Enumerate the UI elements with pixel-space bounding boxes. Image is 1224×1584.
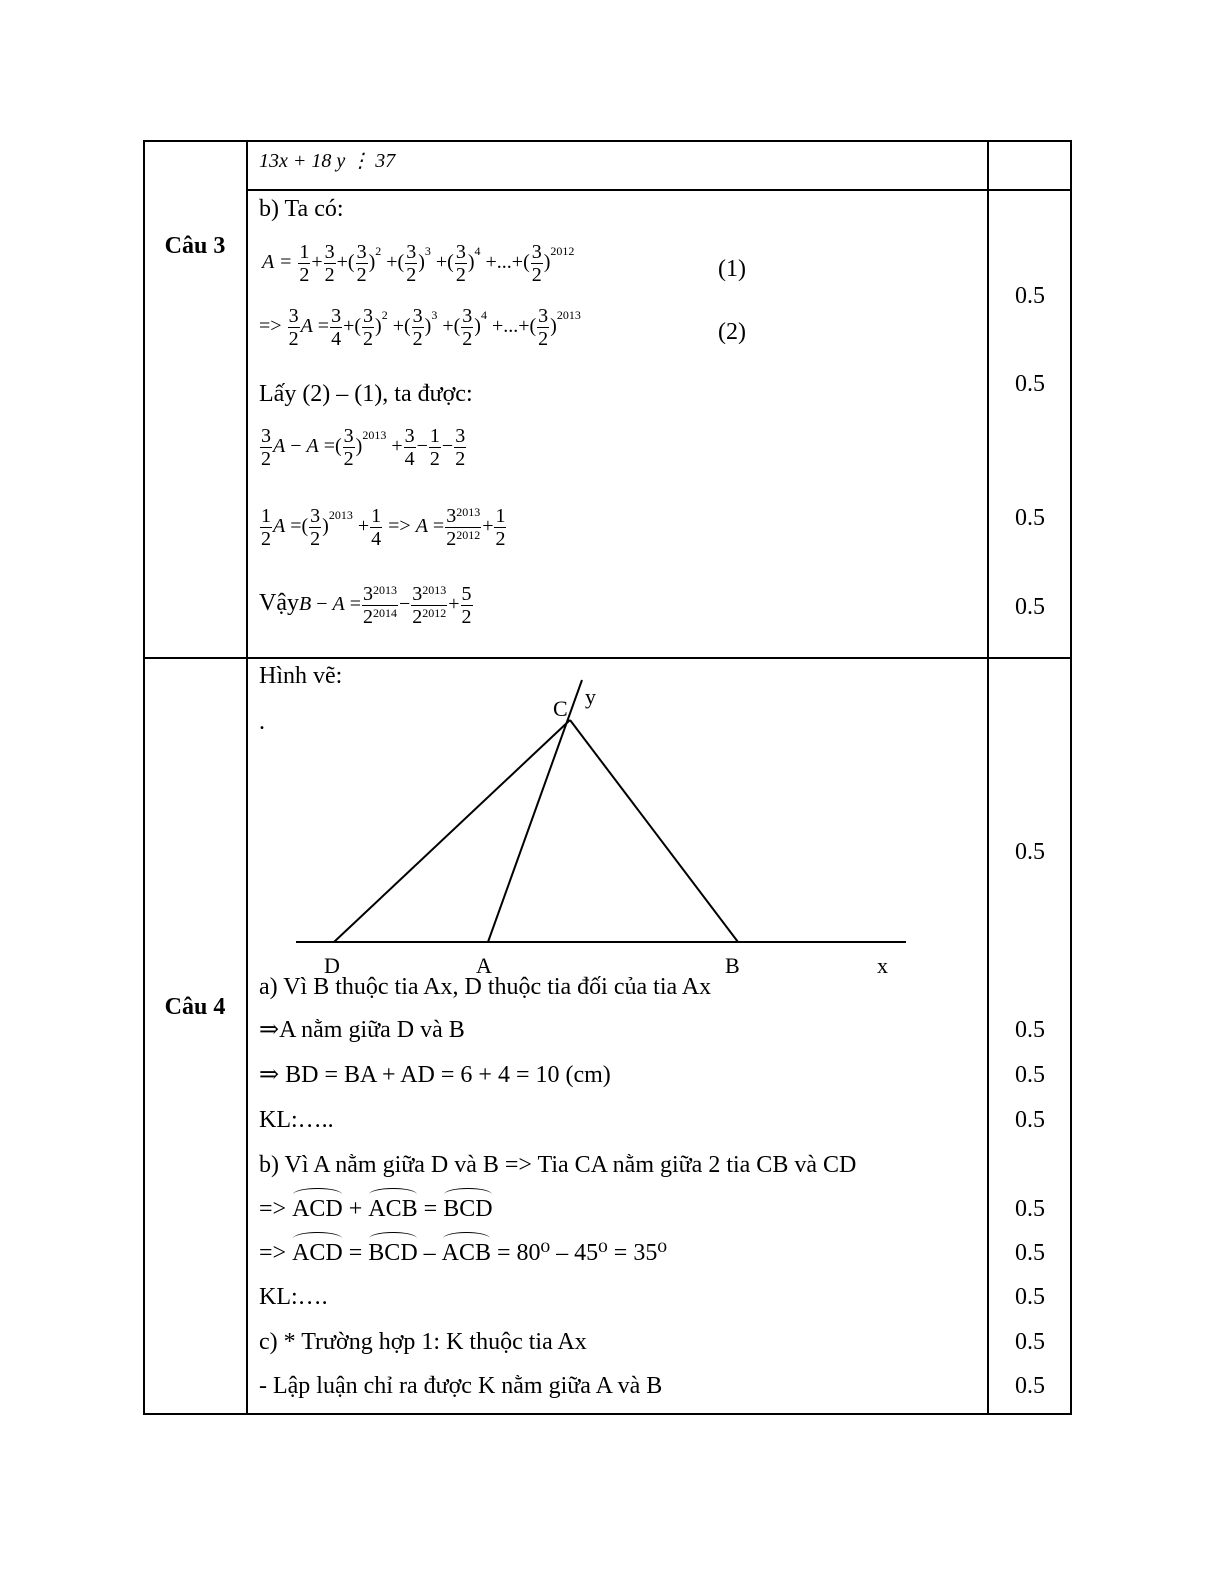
question-label-3: Câu 3 [164,233,226,259]
label-a: A [476,953,492,978]
table-col-divider-1 [246,140,248,1415]
eq1-tail-exp: 2012 [550,244,575,258]
b3-eq: = [348,1240,363,1266]
angle-acb-2: ACB [441,1240,492,1266]
answer-b-line-2 [259,1195,493,1223]
score-4-4: 0.5 [1015,1107,1045,1133]
figure-dot: . [259,709,265,735]
eq3-exp: 2013 [362,428,387,442]
angle-acb: ACB [368,1196,418,1222]
angle-acd: ACD [292,1196,343,1222]
score-3-4: 0.5 [1015,594,1045,620]
conclusion-equation: VậyB − A = $\frac{3^{2013}}{2^{2014}}$ − $\frac{3^{2013}}{2^{2012}}$ + $\frac{5}{2}$ [259,583,472,628]
label-y: y [585,684,596,709]
b2-eq: = [423,1196,438,1222]
table-col-divider-2 [987,140,989,1415]
angle-bcd-2: BCD [368,1240,418,1266]
table-border-bottom [143,1413,1072,1415]
eq1-tag: (1) [718,256,746,282]
question-label-4: Câu 4 [164,994,226,1020]
label-d: D [324,953,340,978]
c-d2-exp: 2012 [422,606,447,620]
b3-minus: – [423,1240,436,1266]
eq2-tail-exp: 2013 [556,308,581,322]
score-4-9: 0.5 [1015,1373,1045,1399]
b2-plus: + [348,1196,363,1222]
answer-b-kl: KL:…. [259,1284,328,1310]
answer-b-line-1: b) Vì A nằm giữa D và B => Tia CA nằm giữa 2 tia CB và CD [259,1152,857,1178]
score-4-7: 0.5 [1015,1284,1045,1310]
top-row-text: 13x + 18 y ⋮ 37 [259,150,396,172]
b3-value: = 80⁰ – 45⁰ = 35⁰ [497,1240,667,1266]
eq4-exp: 2013 [328,508,353,522]
label-b: B [725,953,740,978]
c-n1-exp: 2013 [372,583,397,597]
answer-b-line-3 [259,1239,667,1267]
angle-bcd: BCD [443,1196,493,1222]
table-row-divider-1 [246,189,1072,191]
score-4-5: 0.5 [1015,1196,1045,1222]
segment-cb [570,720,738,942]
angle-acd-2: ACD [292,1240,343,1266]
score-4-3: 0.5 [1015,1062,1045,1088]
score-4-8: 0.5 [1015,1329,1045,1355]
score-4-1: 0.5 [1015,839,1045,865]
answer-a-kl: KL:….. [259,1107,334,1133]
label-c: C [553,696,568,721]
equation-2: => $\frac{3}{2}$ A = $\frac{3}{4}$ +( $\frac{3}{2}$ )$^2$ +( $\frac{3}{2}$ )$^3$ +( $\frac{3}{2}$ )$^4$ +...+( $\frac{3}{2}$ )$^{2013}$ [259,305,581,350]
segment-cd [334,720,570,942]
answer-a-line-2: ⇒A nằm giữa D và B [259,1017,465,1043]
answer-a-line-1: a) Vì B thuộc tia Ax, D thuộc tia đối của tia Ax [259,974,712,1000]
score-4-2: 0.5 [1015,1017,1045,1043]
table-border-left [143,140,145,1415]
score-3-1: 0.5 [1015,283,1045,309]
geometry-figure [250,670,950,990]
b3-prefix: => [259,1240,287,1266]
c-n2-exp: 2013 [422,583,447,597]
score-3-2: 0.5 [1015,371,1045,397]
figure-title: Hình vẽ: [259,663,343,689]
answer-c-line-1: c) * Trường hợp 1: K thuộc tia Ax [259,1329,587,1355]
score-3-3: 0.5 [1015,505,1045,531]
part-b-intro: b) Ta có: [259,196,344,222]
eq1-lhs: A = [262,251,293,274]
eq4-den-exp: 2012 [456,528,481,542]
table-row-divider-2 [143,657,1072,659]
table-border-right [1070,140,1072,1415]
answer-a-line-3: ⇒ BD = BA + AD = 6 + 4 = 10 (cm) [259,1062,611,1088]
equation-4: $\frac{1}{2}$ A =( $\frac{3}{2}$ )$^{2013}$ + $\frac{1}{4}$ => A = $\frac{3^{2013}}{2^{2012}}$ + $\frac{1}{2}$ [261,505,506,550]
ray-ay [488,680,582,942]
subtract-text: Lấy (2) – (1), ta được: [259,381,473,407]
b2-prefix: => [259,1196,287,1222]
eq2-prefix: => [259,315,282,338]
equation-1: A = $\frac{1}{2}$ + $\frac{3}{2}$ +( $\frac{3}{2}$ )$^2$ +( $\frac{3}{2}$ )$^3$ +( $\frac{3}{2}$ )$^4$ +...+( $\frac{3}{2}$ )$^{2012}$ [262,241,575,286]
c-d1-exp: 2014 [372,606,397,620]
answer-c-line-2: - Lập luận chỉ ra được K nằm giữa A và B [259,1373,663,1399]
conclude-prefix: Vậy [259,590,299,617]
eq2-tag: (2) [718,319,746,345]
score-4-6: 0.5 [1015,1240,1045,1266]
label-x: x [877,953,888,978]
table-border-top [143,140,1072,142]
equation-3: $\frac{3}{2}$ A − A =( $\frac{3}{2}$ )$^{2013}$ + $\frac{3}{4}$ − $\frac{1}{2}$ − $\frac{3}{2}$ [261,425,466,470]
